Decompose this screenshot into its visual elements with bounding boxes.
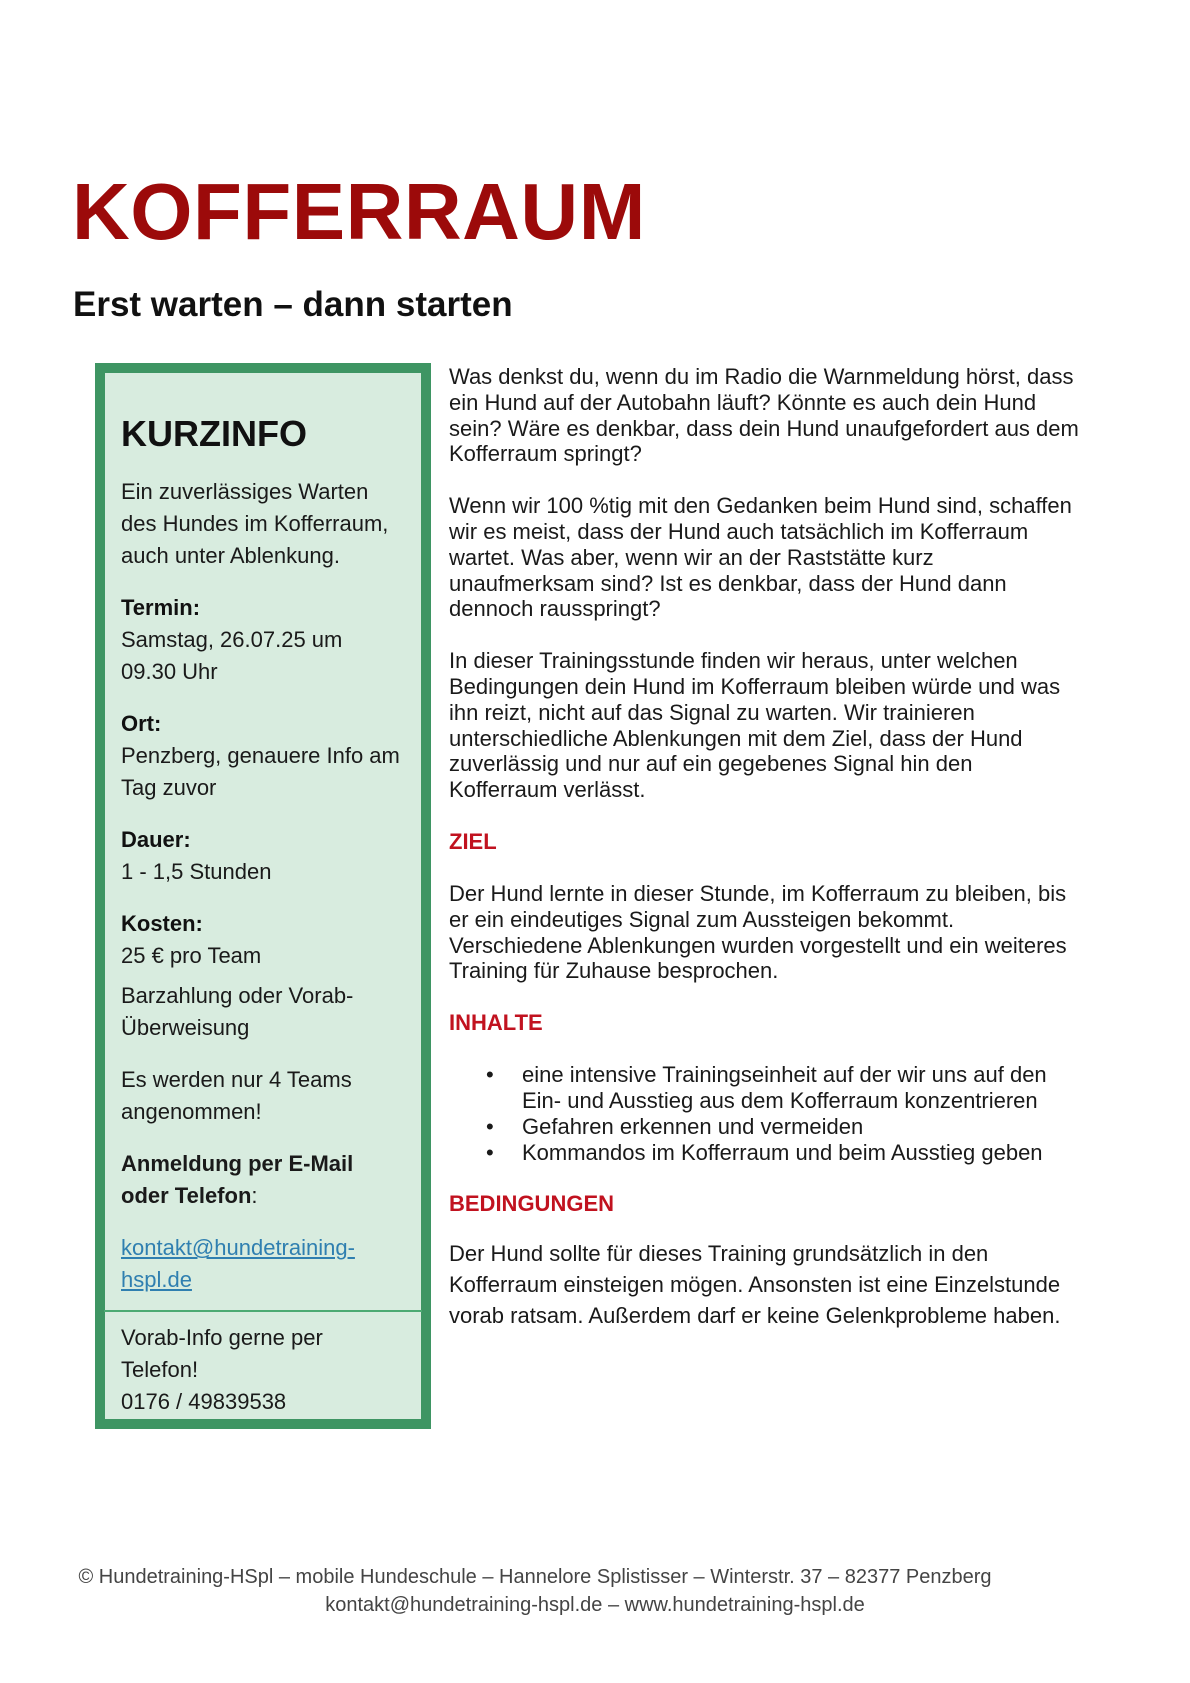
list-item — [449, 1114, 1099, 1140]
text-line: vorab ratsam. Außerdem darf er keine Gelenkprobleme haben. — [449, 1302, 1061, 1328]
text-line: dennoch rausspringt? — [449, 596, 661, 622]
email-link-wrap — [121, 1232, 407, 1296]
list-item — [449, 1062, 1099, 1114]
third-paragraph — [449, 648, 1099, 803]
kurzinfo-main — [105, 373, 421, 1310]
ziel-paragraph — [449, 881, 1099, 984]
bedingungen-paragraph — [449, 1239, 1099, 1331]
dauer-label: Dauer: — [121, 827, 191, 853]
text-line: In dieser Trainingsstunde finden wir heraus, unter welchen — [449, 648, 1018, 674]
text-line: eine intensive Trainingseinheit auf der wir uns auf den — [522, 1062, 1047, 1088]
payment-line: Barzahlung oder Vorab- — [121, 983, 354, 1009]
intro-line: auch unter Ablenkung. — [121, 543, 340, 569]
payment-note — [121, 980, 407, 1044]
kosten-label: Kosten: — [121, 911, 203, 937]
phone-note-line: Vorab-Info gerne per — [121, 1325, 323, 1350]
text-line: ihn reizt, nicht auf das Signal zu warten. Wir trainieren — [449, 699, 975, 725]
footer-contact: kontakt@hundetraining-hspl.de – www.hundetraining-hspl.de — [325, 1594, 865, 1616]
text-line: er ein eindeutiges Signal zum Aussteigen bekommt. — [449, 906, 955, 932]
second-paragraph — [449, 493, 1099, 622]
email-line: hspl.de — [121, 1267, 192, 1293]
intro-line: Ein zuverlässiges Warten — [121, 479, 369, 505]
bullet-icon: • — [486, 1113, 494, 1139]
intro-paragraph — [449, 364, 1099, 467]
inhalte-list — [449, 1062, 1099, 1165]
text-line: Kofferraum verlässt. — [449, 777, 646, 803]
anmeldung-bold: Anmeldung per E-Mail — [121, 1151, 354, 1177]
text-line: Bedingungen dein Hund im Kofferraum bleiben würde und was — [449, 673, 1061, 699]
kurzinfo-contact — [105, 1312, 421, 1418]
ort-value — [121, 740, 407, 804]
termin-label: Termin: — [121, 595, 201, 621]
text-line: unterschiedliche Ablenkungen mit dem Ziel, dass der Hund — [449, 725, 1023, 751]
bedingungen-heading: BEDINGUNGEN — [449, 1191, 615, 1217]
anmeldung-bold: oder Telefon — [121, 1183, 252, 1209]
text-line: Kommandos im Kofferraum und beim Ausstieg geben — [522, 1139, 1043, 1165]
termin-line: Samstag, 26.07.25 um — [121, 627, 343, 653]
inhalte-heading: INHALTE — [449, 1010, 543, 1036]
email-link[interactable] — [121, 1235, 355, 1292]
text-line: Was denkst du, wenn du im Radio die Warnmeldung hörst, dass — [449, 364, 1074, 389]
ort-line: Tag zuvor — [121, 775, 217, 801]
anmeldung-text — [121, 1148, 407, 1212]
text-line: Training für Zuhause besprochen. — [449, 958, 779, 984]
text-line: Ein- und Ausstieg aus dem Kofferraum konzentrieren — [522, 1087, 1038, 1113]
page-subtitle: Erst warten – dann starten — [73, 285, 513, 324]
teams-line: angenommen! — [121, 1099, 262, 1125]
text-line: Wenn wir 100 %tig mit den Gedanken beim Hund sind, schaffen — [449, 493, 1072, 519]
termin-value — [121, 624, 407, 688]
text-line: Der Hund lernte in dieser Stunde, im Kofferraum zu bleiben, bis — [449, 880, 1067, 906]
text-line: Kofferraum springt? — [449, 441, 642, 467]
text-line: zuverlässig und nur auf ein gegebenes Signal hin den — [449, 751, 973, 777]
ziel-heading: ZIEL — [449, 828, 497, 854]
phone-note — [121, 1322, 407, 1418]
ort-label: Ort: — [121, 711, 162, 737]
text-line: Verschiedene Ablenkungen wurden vorgestellt und ein weiteres — [449, 932, 1067, 958]
main-content — [449, 364, 1099, 1331]
text-line: wir es meist, dass der Hund auch tatsächlich im Kofferraum — [449, 518, 1029, 544]
text-line: sein? Wäre es denkbar, dass dein Hund unaufgefordert aus dem — [449, 415, 1079, 441]
phone-note-line: Telefon! — [121, 1357, 199, 1382]
email-line: kontakt@hundetraining- — [121, 1235, 355, 1261]
intro-line: des Hundes im Kofferraum, — [121, 511, 389, 537]
bullet-icon: • — [486, 1139, 494, 1165]
list-item — [449, 1140, 1099, 1166]
dauer-value: 1 - 1,5 Stunden — [121, 859, 272, 885]
page-title: KOFFERRAUM — [72, 167, 646, 256]
text-line: unaufmerksam sind? Ist es denkbar, dass der Hund dann — [449, 570, 1007, 596]
text-line: wartet. Was aber, wenn wir an der Raststätte kurz — [449, 544, 934, 570]
payment-line: Überweisung — [121, 1015, 250, 1041]
bullet-icon: • — [486, 1062, 494, 1088]
termin-line: 09.30 Uhr — [121, 659, 218, 685]
phone-number: 0176 / 49839538 — [121, 1389, 287, 1414]
kurzinfo-box — [95, 363, 431, 1429]
text-line: ein Hund auf der Autobahn läuft? Könnte es auch dein Hund — [449, 389, 1037, 415]
ort-line: Penzberg, genauere Info am — [121, 743, 400, 769]
anmeldung-colon: : — [251, 1183, 258, 1209]
teams-line: Es werden nur 4 Teams — [121, 1067, 352, 1093]
text-line: Der Hund sollte für dieses Training grundsätzlich in den — [449, 1241, 989, 1267]
kurzinfo-intro — [121, 476, 407, 572]
text-line: Kofferraum einsteigen mögen. Ansonsten ist eine Einzelstunde — [449, 1272, 1061, 1298]
page-footer — [0, 1563, 1190, 1619]
kurzinfo-heading: KURZINFO — [121, 413, 307, 454]
footer-address: © Hundetraining-HSpl – mobile Hundeschule – Hannelore Splistisser – Winterstr. 37 – 82377 Penzberg — [78, 1566, 992, 1588]
kosten-value: 25 € pro Team — [121, 943, 262, 969]
text-line: Gefahren erkennen und vermeiden — [522, 1113, 864, 1139]
teams-note — [121, 1064, 407, 1128]
